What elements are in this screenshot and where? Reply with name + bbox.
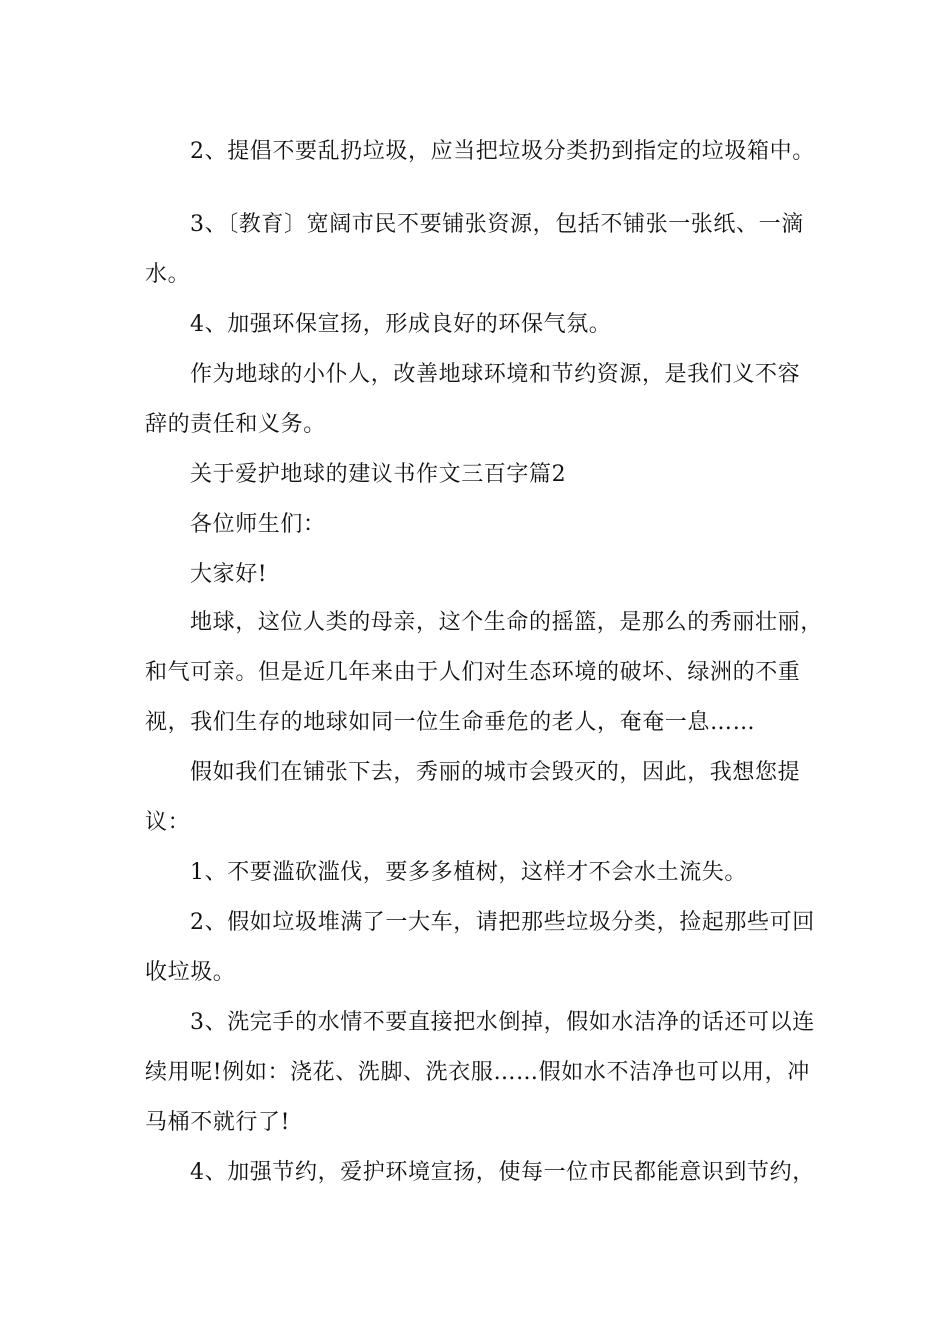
paragraph-line: 和气可亲。但是近几年来由于人们对生态环境的破坏、绿洲的不重 [145,660,801,685]
paragraph-line: 作为地球的小仆人，改善地球环境和节约资源，是我们义不容 [190,362,801,387]
list-item-continuation: 续用呢!例如：浇花、洗脚、洗衣服……假如水不洁净也可以用，冲 [145,1060,810,1085]
paragraph-line: 3、〔教育〕宽阔市民不要铺张资源，包括不铺张一张纸、一滴 [190,212,804,237]
paragraph-line: 议： [145,810,191,835]
list-item: 4、加强节约，爱护环境宣扬，使每一位市民都能意识到节约， [190,1160,815,1185]
salutation: 各位师生们： [190,512,326,537]
paragraph-line: 地球，这位人类的母亲，这个生命的摇篮，是那么的秀丽壮丽， [190,610,823,635]
greeting: 大家好! [190,562,268,587]
paragraph-line: 4、加强环保宣扬，形成良好的环保气氛。 [190,312,612,337]
paragraph-line: 2、提倡不要乱扔垃圾，应当把垃圾分类扔到指定的垃圾箱中。 [190,139,815,164]
paragraph-line: 水。 [145,262,191,287]
list-item-continuation: 马桶不就行了! [145,1110,291,1135]
section-heading: 关于爱护地球的建议书作文三百字篇2 [190,462,567,487]
paragraph-line: 假如我们在铺张下去，秀丽的城市会毁灭的，因此，我想您提 [190,760,801,785]
paragraph-line: 视，我们生存的地球如同一位生命垂危的老人，奄奄一息…… [145,710,756,735]
list-item: 3、洗完手的水情不要直接把水倒掉，假如水洁净的话还可以连 [190,1010,815,1035]
list-item: 2、假如垃圾堆满了一大车，请把那些垃圾分类，捡起那些可回 [190,910,815,935]
list-item: 1、不要滥砍滥伐，要多多植树，这样才不会水土流失。 [190,860,747,885]
paragraph-line: 辞的责任和义务。 [145,412,326,437]
list-item-continuation: 收垃圾。 [145,960,236,985]
